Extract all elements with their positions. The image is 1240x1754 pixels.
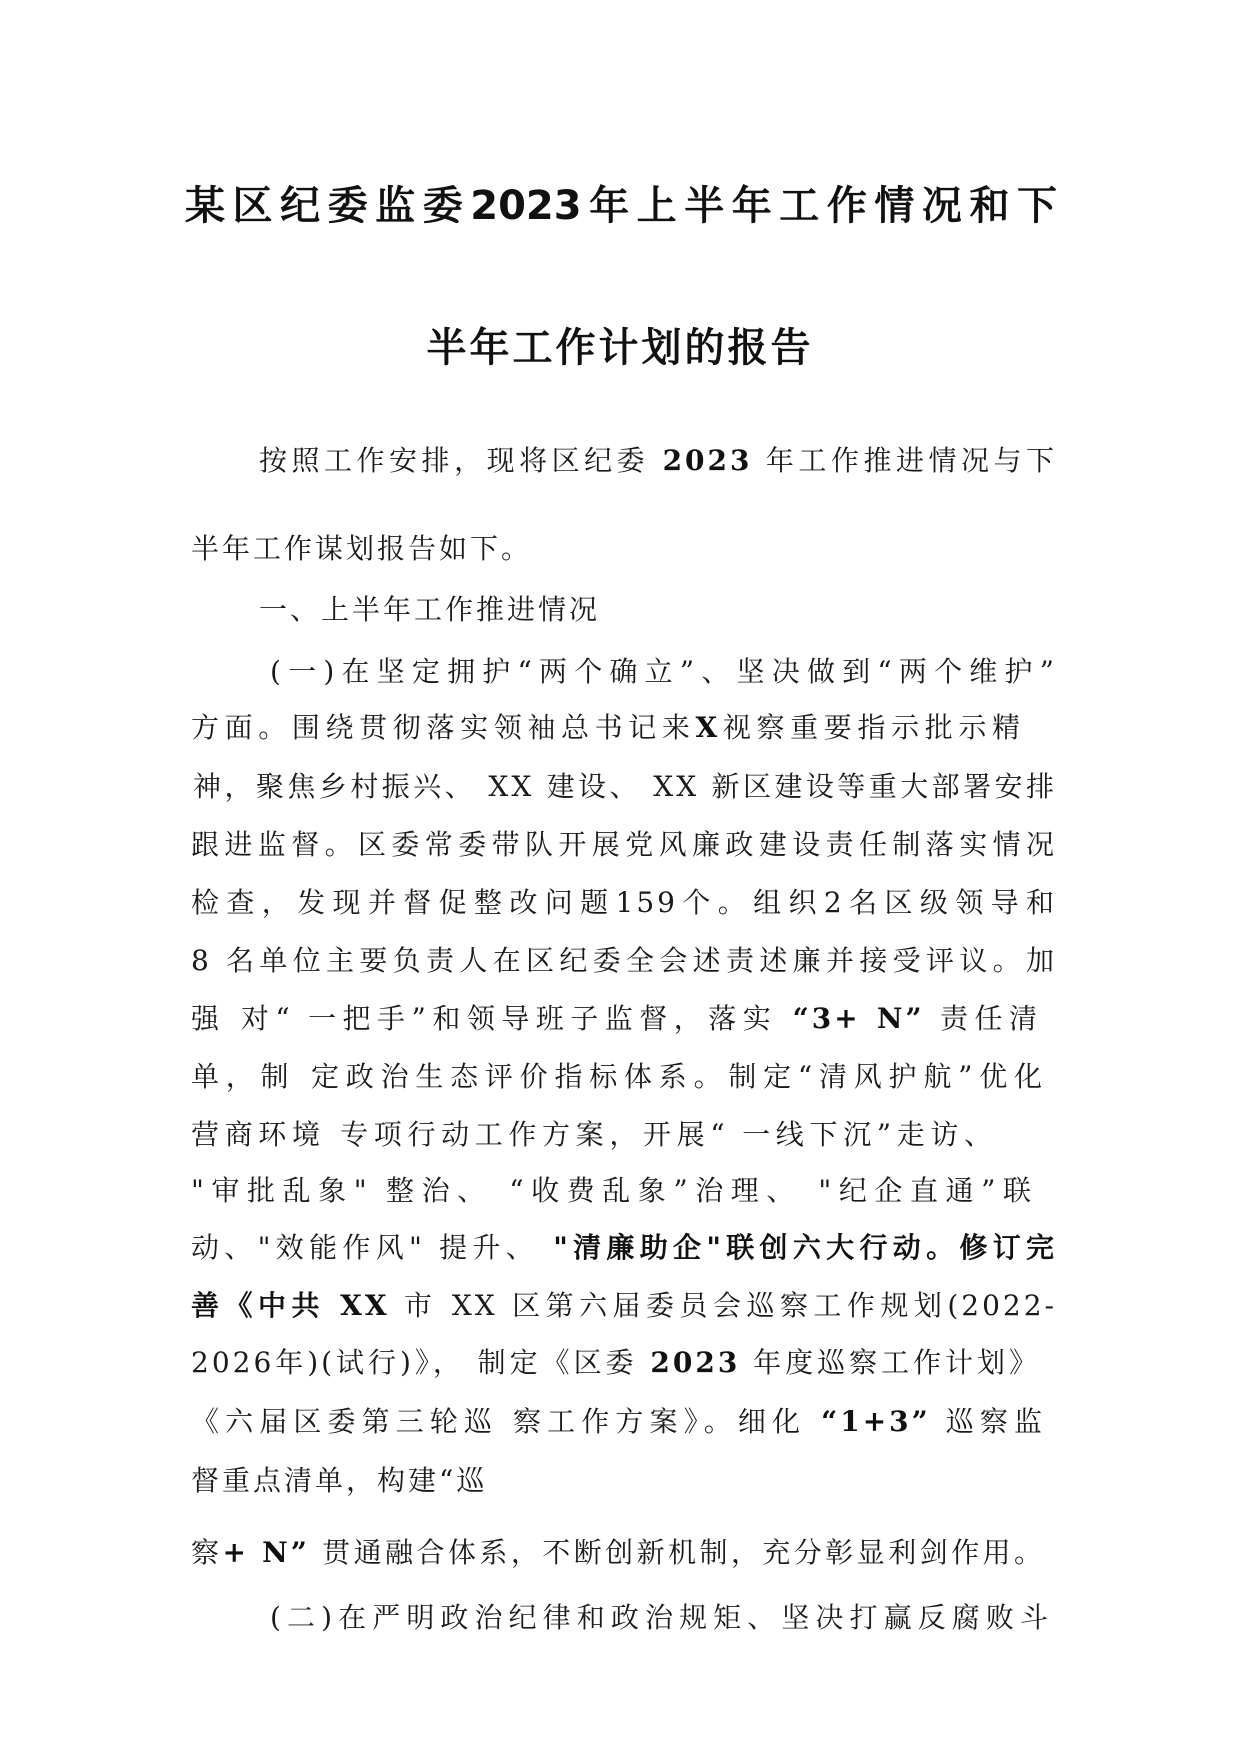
paragraph-line: 善《中共 XX 市 XX 区第六届委员会巡察工作规划(2022- — [191, 1289, 1057, 1322]
section-heading: 一、上半年工作推进情况 — [259, 593, 601, 626]
paragraph-line: 2026年)(试行)》， 制定《区委 2023 年度巡察工作计划》 — [191, 1346, 1040, 1379]
document-title-line-2: 半年工作计划的报告 — [426, 325, 814, 371]
paragraph-line: 《六届区委第三轮巡 察工作方案》。细化 “1+3” 巡察监 — [191, 1405, 1045, 1438]
paragraph-line: 跟进监督。区委常委带队开展党风廉政建设责任制落实情况 — [191, 828, 1057, 861]
paragraph-line: "审批乱象" 整治、 “收费乱象”治理、 "纪企直通”联 — [191, 1174, 1034, 1207]
subsection-heading-line: (一)在坚定拥护“两个确立”、坚决做到“两个维护” — [270, 655, 1057, 688]
paragraph-line: 按照工作安排，现将区纪委 2023 年工作推进情况与下 — [259, 444, 1058, 477]
paragraph-line: 8 名单位主要负责人在区纪委全会述责述廉并接受评议。加 — [191, 944, 1057, 977]
paragraph-line: 察+ N” 贯通融合体系，不断创新机制，充分彰显利剑作用。 — [191, 1536, 1045, 1569]
paragraph-line: 方面。围绕贯彻落实领袖总书记来X视察重要指示批示精 — [191, 711, 1023, 744]
paragraph-line: 督重点清单，构建“巡 — [191, 1464, 488, 1497]
paragraph-line: 半年工作谋划报告如下。 — [191, 532, 533, 565]
subsection-heading-line: (二)在严明政治纪律和政治规矩、坚决打赢反腐败斗 — [270, 1601, 1051, 1634]
document-title-line-1: 某区纪委监委2023年上半年工作情况和下 — [185, 183, 1057, 229]
paragraph-line: 营商环境 专项行动工作方案，开展“ 一线下沉”走访、 — [191, 1118, 995, 1151]
paragraph-line: 强 对“ 一把手”和领导班子监督，落实 “3+ N” 责任清 — [191, 1002, 1041, 1035]
paragraph-line: 检查，发现并督促整改问题159个。组织2名区级领导和 — [191, 886, 1057, 919]
paragraph-line: 单，制 定政治生态评价指标体系。制定“清风护航”优化 — [191, 1060, 1045, 1093]
paragraph-line: 动、"效能作风" 提升、 "清廉助企"联创六大行动。修订完 — [191, 1231, 1057, 1264]
paragraph-line: 神，聚焦乡村振兴、 XX 建设、 XX 新区建设等重大部署安排 — [193, 770, 1057, 803]
